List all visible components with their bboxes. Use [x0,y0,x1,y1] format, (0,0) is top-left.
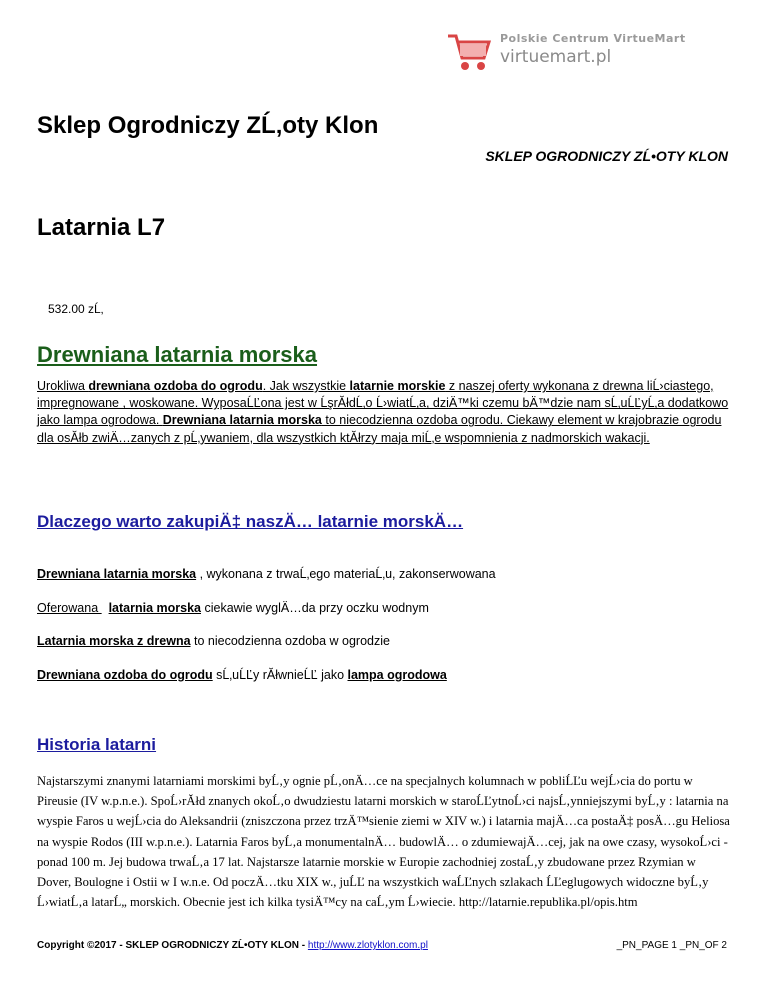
logo-line1: Polskie Centrum VirtueMart [500,32,686,45]
feature-text: Oferowana [37,601,102,615]
feature-link[interactable]: lampa ogrodowa [347,668,447,682]
description-paragraph [37,378,732,447]
section-heading-description: Drewniana latarnia morska [37,342,318,367]
product-price: 532.00 zĹ‚ [48,302,104,316]
keyword-link[interactable]: latarnie morskie [349,379,446,393]
shop-subtitle: SKLEP OGRODNICZY ZĹ•OTY KLON [485,148,728,164]
text-span: Urokliwa [37,379,89,393]
keyword-link[interactable]: Drewniana latarnia morska [162,413,322,428]
product-title: Latarnia L7 [37,214,166,241]
footer-link[interactable]: http://www.zlotyklon.com.pl [307,940,428,951]
feature-text: , wykonana z trwaĹ‚ego materiaĹ‚u, zakonserwowana [196,567,496,581]
section-heading-history: Historia latarni [37,735,157,754]
page-footer [37,940,727,951]
footer-page-number: _PN_PAGE 1 _PN_OF 2 [616,940,727,951]
feature-row [37,634,390,648]
feature-row [37,668,447,682]
text-span: . Jak wszystkie [262,379,350,393]
keyword-link[interactable]: drewniana ozdoba do ogrodu [88,379,263,393]
feature-text: to niecodzienna ozdoba w ogrodzie [190,634,390,648]
virtuemart-logo [444,30,704,76]
history-paragraph: Najstarszymi znanymi latarniami morskimi byĹ‚y ognie pĹ‚onÄ…ce na specjalnych kolumnach w pobliĹĽu wejĹ›cia do portu w Pireusie (IV w.p.n.e.). SpoĹ›rĂłd znanych okoĹ‚o dwudziestu latarni morskich w staroĹĽytnoĹ›ci najsĹ‚ynniejszymi byĹ‚y : latarnia na wyspie Faros u wejĹ›cia do Aleksandrii (zniszczona przez trzÄ™sienie ziemi w XIV w.) i latarnia majÄ…ca postaÄ‡ posÄ…gu Heliosa na wyspie Rodos (III w.p.n.e.). Latarnia Faros byĹ‚a monumentalnÄ… budowlÄ… o zdumiewajÄ…cej, jak na owe czasy, wysokoĹ›ci - ponad 100 m. Jej budowa trwaĹ‚a 17 lat. Najstarsze latarnie morskie w Europie zachodniej zostaĹ‚y zbudowane przez Rzymian w Dover, Boulogne i Ostii w I w.n.e. Od poczÄ…tku XIX w., juĹĽ na wszystkich waĹĽnych szlakach ĹĽeglugowych widoczne byĹ‚y Ĺ›wiatĹ‚a latarĹ„ morskich. Obecnie jest ich kilka tysiÄ™cy na caĹ‚ym Ĺ›wiecie. http://latarnie.republika.pl/opis.htm [37,774,730,910]
shopping-cart-icon [444,30,494,76]
feature-link[interactable]: Latarnia morska z drewna [37,634,191,648]
feature-row [37,567,496,581]
footer-copyright: Copyright ©2017 - SKLEP OGRODNICZY ZĹ•OTY KLON - [37,940,308,951]
feature-text: ciekawie wyglÄ…da przy oczku wodnym [201,601,429,615]
shop-title: Sklep Ogrodniczy ZĹ‚oty Klon [37,112,379,139]
text-span: z naszej oferty wykonana z drewna liĹ›ciastego, impregnowane , woskowane. WyposaĹĽona jest w ĹşrĂłdĹ‚o Ĺ›wiatĹ‚a, dziÄ™ki czemu bÄ™dzie nam sĹ‚uĹĽyĹ‚a dodatkowo jako lampa ogrodowa. [37,379,729,428]
feature-link[interactable]: latarnia morska [108,601,201,615]
feature-text: sĹ‚uĹĽy rĂłwnieĹĽ jako [212,668,348,682]
feature-link[interactable]: Drewniana latarnia morska [37,567,197,581]
logo-line2: virtuemart.pl [500,47,612,67]
text-span: to niecodzienna ozdoba ogrodu. Ciekawy element w krajobrazie ogrodu dla osĂłb zwiÄ…zanych z pĹ‚ywaniem, dla wszystkich ktĂłrzy maja miĹ‚e wspomnienia z nadmorskich wakacji. [37,413,722,445]
feature-row [37,601,429,615]
section-heading-why: Dlaczego warto zakupiÄ‡ naszÄ… latarnie morskÄ… [37,512,464,531]
feature-link[interactable]: Drewniana ozdoba do ogrodu [37,668,213,682]
